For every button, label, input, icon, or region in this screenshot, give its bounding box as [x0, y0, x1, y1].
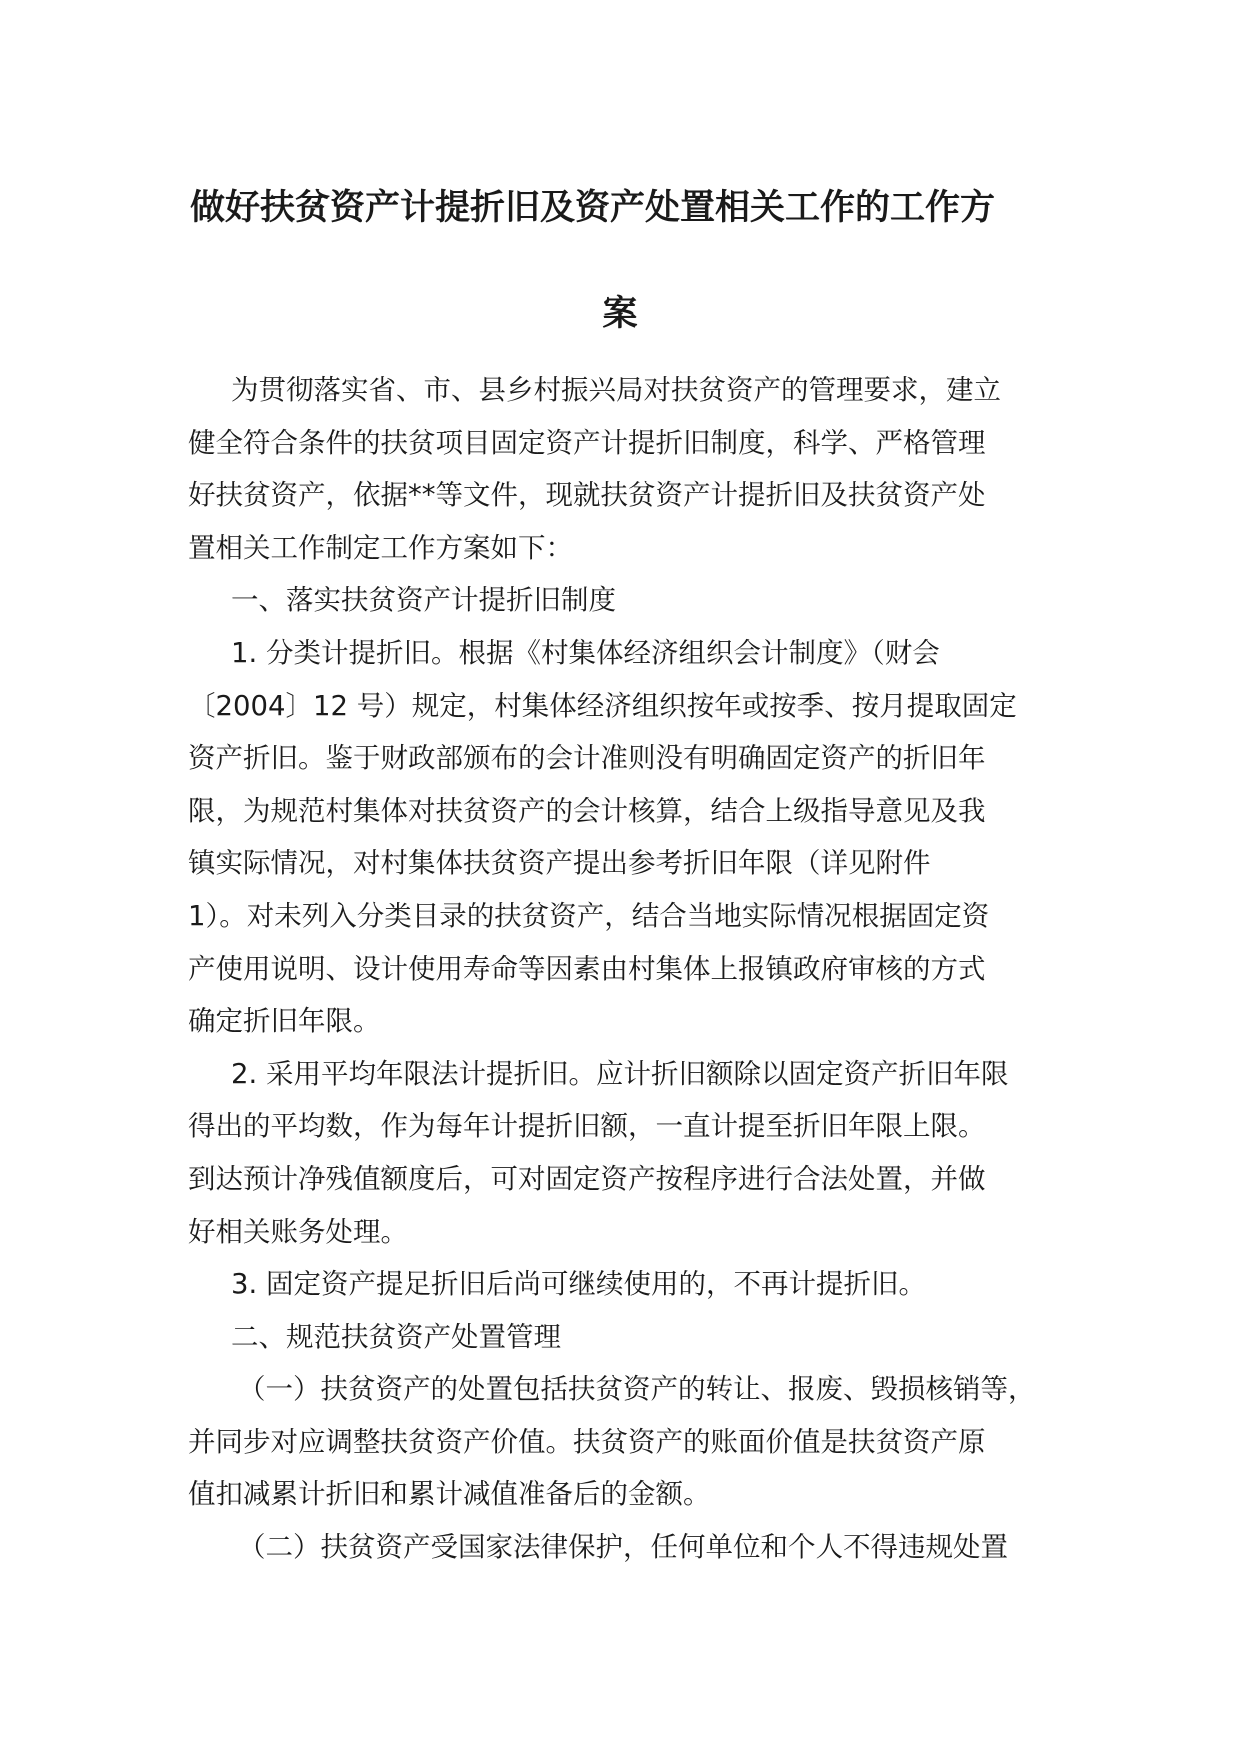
paragraph-line: 健全符合条件的扶贫项目固定资产计提折旧制度，科学、严格管理 — [188, 426, 986, 459]
paragraph-line: 好扶贫资产，依据**等文件，现就扶贫资产计提折旧及扶贫资产处 — [188, 479, 986, 512]
paragraph-line: 置相关工作制定工作方案如下： — [188, 531, 573, 564]
paragraph-line: 好相关账务处理。 — [188, 1215, 408, 1248]
paragraph-line: 镇实际情况，对村集体扶贫资产提出参考折旧年限（详见附件 — [188, 847, 931, 880]
paragraph-line: 值扣减累计折旧和累计减值准备后的金额。 — [188, 1478, 711, 1511]
document-title-line-1: 做好扶贫资产计提折旧及资产处置相关工作的工作方 — [190, 188, 996, 228]
section-heading: 一、落实扶贫资产计提折旧制度 — [231, 584, 616, 617]
paragraph-line: 确定折旧年限。 — [188, 1005, 381, 1038]
paragraph-line: 3. 固定资产提足折旧后尚可继续使用的，不再计提折旧。 — [231, 1268, 926, 1301]
paragraph-line: 〔2004〕12 号）规定，村集体经济组织按年或按季、按月提取固定 — [188, 689, 1017, 722]
paragraph-line: 并同步对应调整扶贫资产价值。扶贫资产的账面价值是扶贫资产原 — [188, 1425, 986, 1458]
paragraph-line: （二）扶贫资产受国家法律保护，任何单位和个人不得违规处置 — [238, 1531, 1008, 1564]
section-heading: 二、规范扶贫资产处置管理 — [231, 1320, 561, 1353]
paragraph-line: 资产折旧。鉴于财政部颁布的会计准则没有明确固定资产的折旧年 — [188, 742, 986, 775]
paragraph-line: 得出的平均数，作为每年计提折旧额，一直计提至折旧年限上限。 — [188, 1110, 986, 1143]
paragraph-line: 限，为规范村集体对扶贫资产的会计核算，结合上级指导意见及我 — [188, 794, 986, 827]
paragraph-line: 2. 采用平均年限法计提折旧。应计折旧额除以固定资产折旧年限 — [231, 1057, 1009, 1090]
document-title-line-2: 案 — [602, 294, 638, 334]
paragraph-line: 1）。对未列入分类目录的扶贫资产，结合当地实际情况根据固定资 — [188, 899, 990, 932]
paragraph-line: 产使用说明、设计使用寿命等因素由村集体上报镇政府审核的方式 — [188, 952, 986, 985]
document-body — [188, 364, 1068, 1574]
paragraph-line: 1. 分类计提折旧。根据《村集体经济组织会计制度》（财会 — [231, 636, 940, 669]
paragraph-line: 到达预计净残值额度后，可对固定资产按程序进行合法处置，并做 — [188, 1162, 986, 1195]
paragraph-line: 为贯彻落实省、市、县乡村振兴局对扶贫资产的管理要求，建立 — [231, 374, 1001, 406]
paragraph-line: （一）扶贫资产的处置包括扶贫资产的转让、报废、毁损核销等， — [238, 1373, 1036, 1406]
